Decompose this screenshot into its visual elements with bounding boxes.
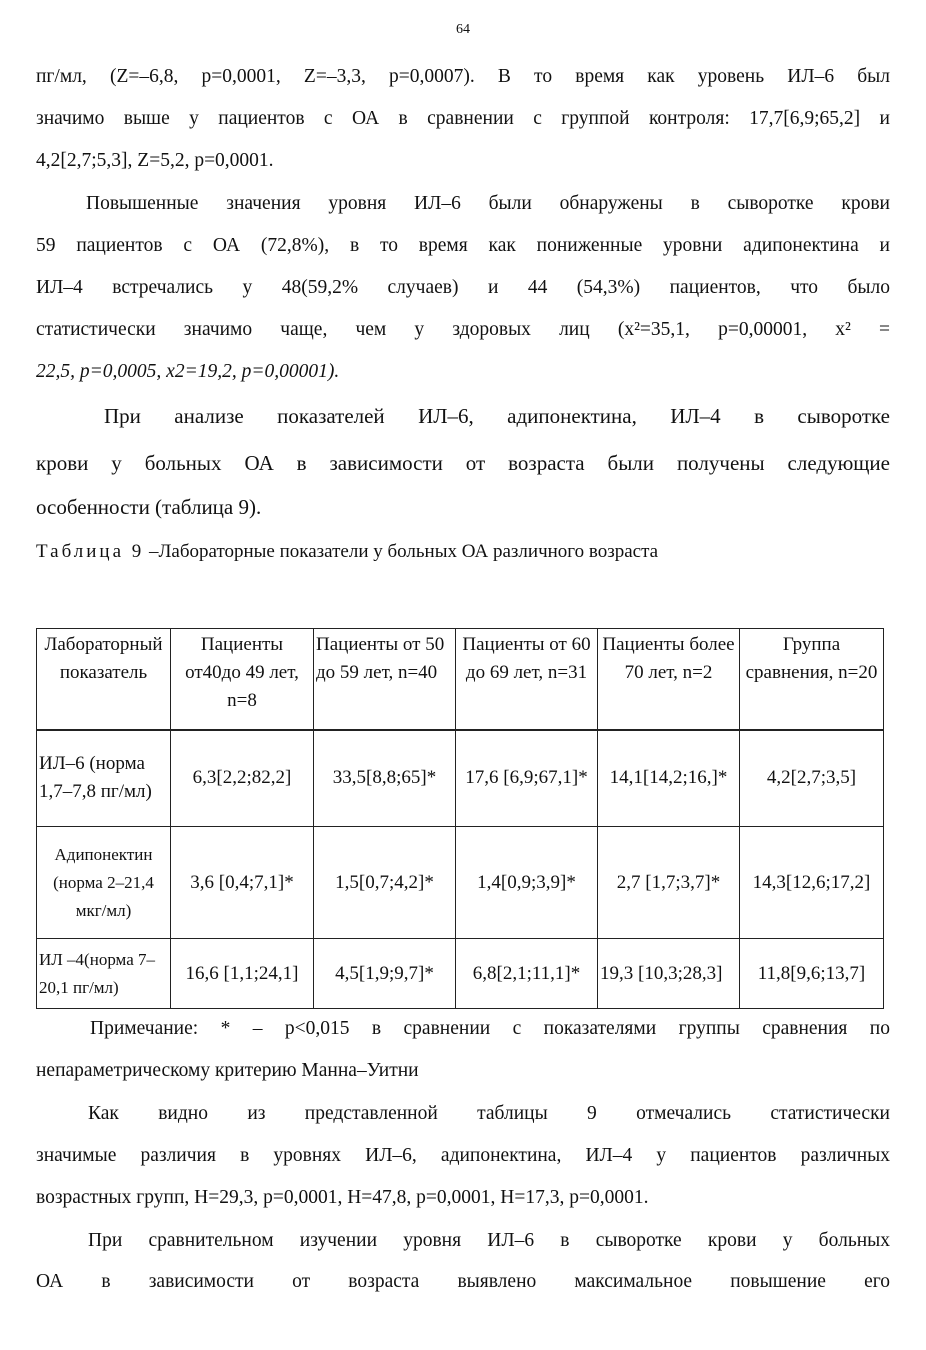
- value-cell: 4,2[2,7;3,5]: [740, 730, 884, 827]
- header-cell: Лабораторный показатель: [37, 629, 171, 730]
- text-line: 59 пациентов с ОА (72,8%), в то время как пониженные уровни адипонектина и: [36, 235, 890, 256]
- text-line: статистически значимо чаще, чем у здоровых лиц (x²=35,1, p=0,00001, x² =: [36, 319, 890, 340]
- text-line: Повышенные значения уровня ИЛ–6 были обнаружены в сыворотке крови: [86, 193, 890, 214]
- row-label-cell: Адипонектин (норма 2–21,4 мкг/мл): [37, 827, 171, 939]
- text-line: значимые различия в уровнях ИЛ–6, адипонектина, ИЛ–4 у пациентов различных: [36, 1145, 890, 1166]
- header-cell: Пациенты от40до 49 лет, n=8: [171, 629, 314, 730]
- value-cell: 4,5[1,9;9,7]*: [314, 939, 456, 1009]
- header-cell: Пациенты от 60 до 69 лет, n=31: [456, 629, 598, 730]
- value-cell: 3,6 [0,4;7,1]*: [171, 827, 314, 939]
- value-cell: 14,1[14,2;16,]*: [598, 730, 740, 827]
- page-number: 64: [456, 22, 470, 37]
- text-line: значимо выше у пациентов с ОА в сравнении с группой контроля: 17,7[6,9;65,2] и: [36, 108, 890, 129]
- text-line: 4,2[2,7;5,3], Z=5,2, p=0,0001.: [36, 150, 274, 171]
- table-caption-text: –Лабораторные показатели у больных ОА различного возраста: [144, 541, 659, 562]
- text-line: При сравнительном изучении уровня ИЛ–6 в сыворотке крови у больных: [88, 1230, 890, 1251]
- value-cell: 17,6 [6,9;67,1]*: [456, 730, 598, 827]
- row-label-cell: ИЛ –4(норма 7–20,1 пг/мл): [37, 939, 171, 1009]
- header-cell: Группа сравнения, n=20: [740, 629, 884, 730]
- value-cell: 14,3[12,6;17,2]: [740, 827, 884, 939]
- header-cell: Пациенты более 70 лет, n=2: [598, 629, 740, 730]
- lab-table: [36, 628, 884, 1009]
- value-cell: 16,6 [1,1;24,1]: [171, 939, 314, 1009]
- text-line: ОА в зависимости от возраста выявлено максимальное повышение его: [36, 1271, 890, 1292]
- header-cell: Пациенты от 50 до 59 лет, n=40: [314, 629, 456, 730]
- table-caption: [36, 541, 658, 563]
- value-cell: 6,8[2,1;11,1]*: [456, 939, 598, 1009]
- text-line: ИЛ–4 встречались у 48(59,2% случаев) и 44 (54,3%) пациентов, что было: [36, 277, 890, 298]
- table-note-line: Примечание: * – p<0,015 в сравнении с показателями группы сравнения по: [90, 1018, 890, 1039]
- value-cell: 33,5[8,8;65]*: [314, 730, 456, 827]
- table-row: [37, 827, 884, 939]
- text-line: крови у больных ОА в зависимости от возраста были получены следующие: [36, 451, 890, 475]
- text-line: При анализе показателей ИЛ–6, адипонектина, ИЛ–4 в сыворотке: [104, 404, 890, 428]
- row-label-cell: ИЛ–6 (норма 1,7–7,8 пг/мл): [37, 730, 171, 827]
- table-caption-label: Таблица 9: [36, 541, 145, 562]
- text-line: Как видно из представленной таблицы 9 отмечались статистически: [88, 1103, 890, 1124]
- value-cell: 6,3[2,2;82,2]: [171, 730, 314, 827]
- text-line: особенности (таблица 9).: [36, 495, 262, 519]
- text-line: возрастных групп, H=29,3, p=0,0001, H=47,8, p=0,0001, H=17,3, p=0,0001.: [36, 1187, 649, 1208]
- text-line: 22,5, p=0,0005, x2=19,2, p=0,00001).: [36, 361, 340, 382]
- value-cell: 11,8[9,6;13,7]: [740, 939, 884, 1009]
- table-row: [37, 730, 884, 827]
- table-header-row: [37, 629, 884, 730]
- value-cell: 1,5[0,7;4,2]*: [314, 827, 456, 939]
- table-row: [37, 939, 884, 1009]
- value-cell: 2,7 [1,7;3,7]*: [598, 827, 740, 939]
- text-line: пг/мл, (Z=–6,8, p=0,0001, Z=–3,3, p=0,0007). В то время как уровень ИЛ–6 был: [36, 66, 890, 87]
- table-note-line: непараметрическому критерию Манна–Уитни: [36, 1060, 419, 1081]
- value-cell: 1,4[0,9;3,9]*: [456, 827, 598, 939]
- value-cell: 19,3 [10,3;28,3]: [598, 939, 740, 1009]
